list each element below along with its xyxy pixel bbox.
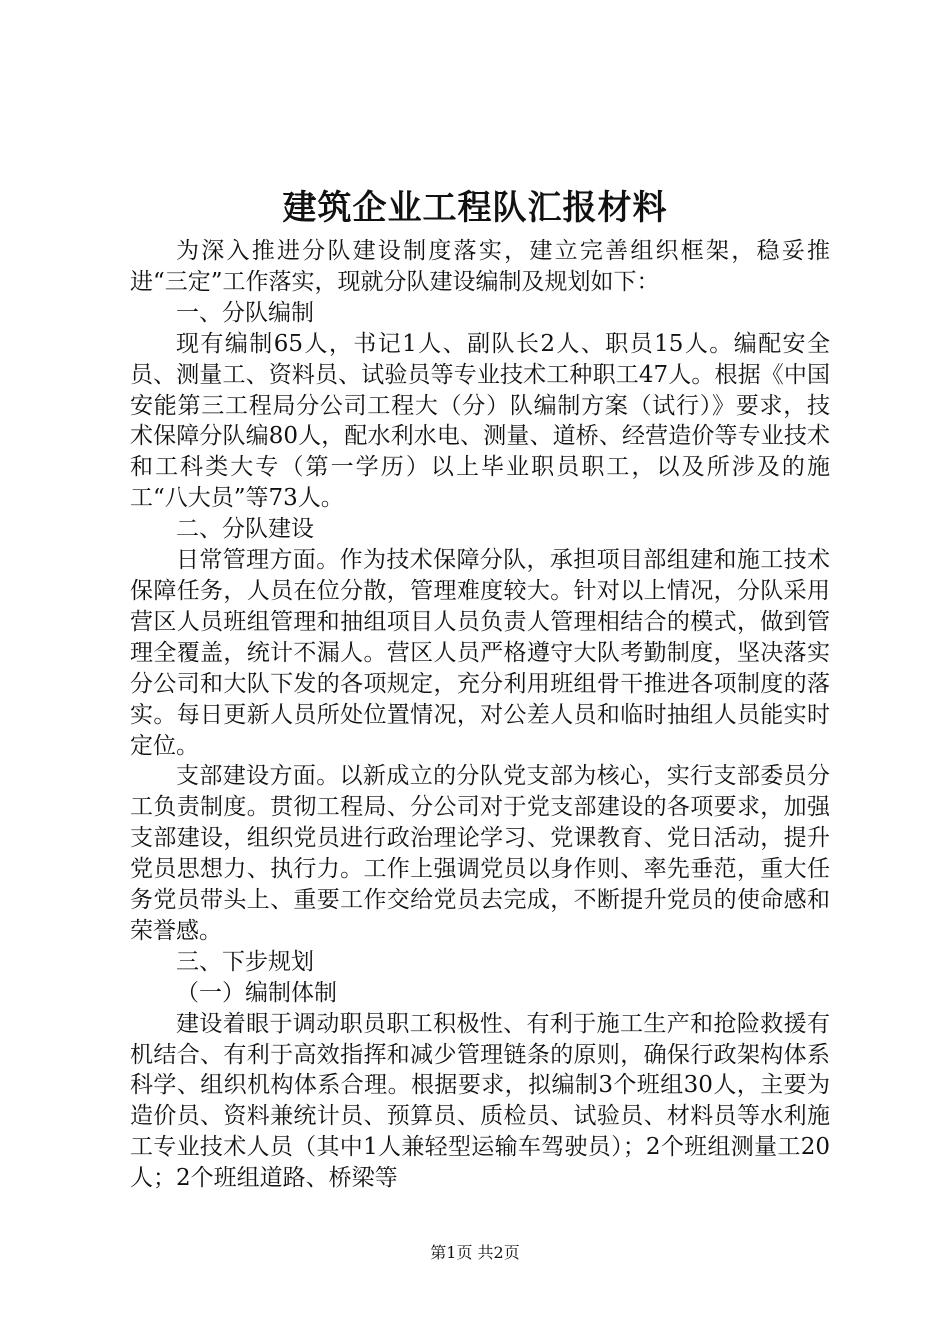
branch-building-paragraph: 支部建设方面。以新成立的分队党支部为核心，实行支部委员分工负责制度。贯彻工程局、分公司对于党支部建设的各项要求，加强支部建设，组织党员进行政治理论学习、党课教育、党日活动，提升党员思想力、执行力。工作上强调党员以身作则、率先垂范，重大任务党员带头上、重要工作交给党员去完成，不断提升党员的使命感和荣誉感。	[130, 763, 830, 944]
page-footer: 第1页 共2页	[430, 1243, 520, 1262]
section-heading-staffing: 一、分队编制	[176, 299, 314, 326]
subsection-heading-system: （一）编制体制	[176, 979, 337, 1006]
daily-management-paragraph: 日常管理方面。作为技术保障分队，承担项目部组建和施工技术保障任务，人员在位分散，管理难度较大。针对以上情况，分队采用营区人员班组管理和抽组项目人员负责人管理相结合的模式，做到管理全覆盖，统计不漏人。营区人员严格遵守大队考勤制度，坚决落实分公司和大队下发的各项规定，充分利用班组骨干推进各项制度的落实。每日更新人员所处位置情况，对公差人员和临时抽组人员能实时定位。	[130, 547, 830, 759]
document-body	[130, 236, 830, 1194]
document-title: 建筑企业工程队汇报材料	[282, 188, 668, 228]
system-paragraph: 建设着眼于调动职员职工积极性、有利于施工生产和抢险救援有机结合、有利于高效指挥和减少管理链条的原则，确保行政架构体系科学、组织机构体系合理。根据要求，拟编制3个班组30人，主要为造价员、资料兼统计员、预算员、质检员、试验员、材料员等水利施工专业技术人员（其中1人兼轻型运输车驾驶员）；2个班组测量工20人；2个班组道路、桥梁等	[130, 1010, 830, 1192]
intro-paragraph: 为深入推进分队建设制度落实，建立完善组织框架，稳妥推进“三定”工作落实，现就分队建设编制及规划如下：	[130, 238, 830, 295]
section-heading-next-steps: 三、下步规划	[176, 948, 314, 975]
staffing-paragraph: 现有编制65人，书记1人、副队长2人、职员15人。编配安全员、测量工、资料员、试验员等专业技术工种职工47人。根据《中国安能第三工程局分公司工程大（分）队编制方案（试行）》要求，技术保障分队编80人，配水利水电、测量、道桥、经营造价等专业技术和工科类大专（第一学历）以上毕业职员职工，以及所涉及的施工“八大员”等73人。	[130, 330, 830, 512]
section-heading-construction: 二、分队建设	[176, 516, 314, 543]
